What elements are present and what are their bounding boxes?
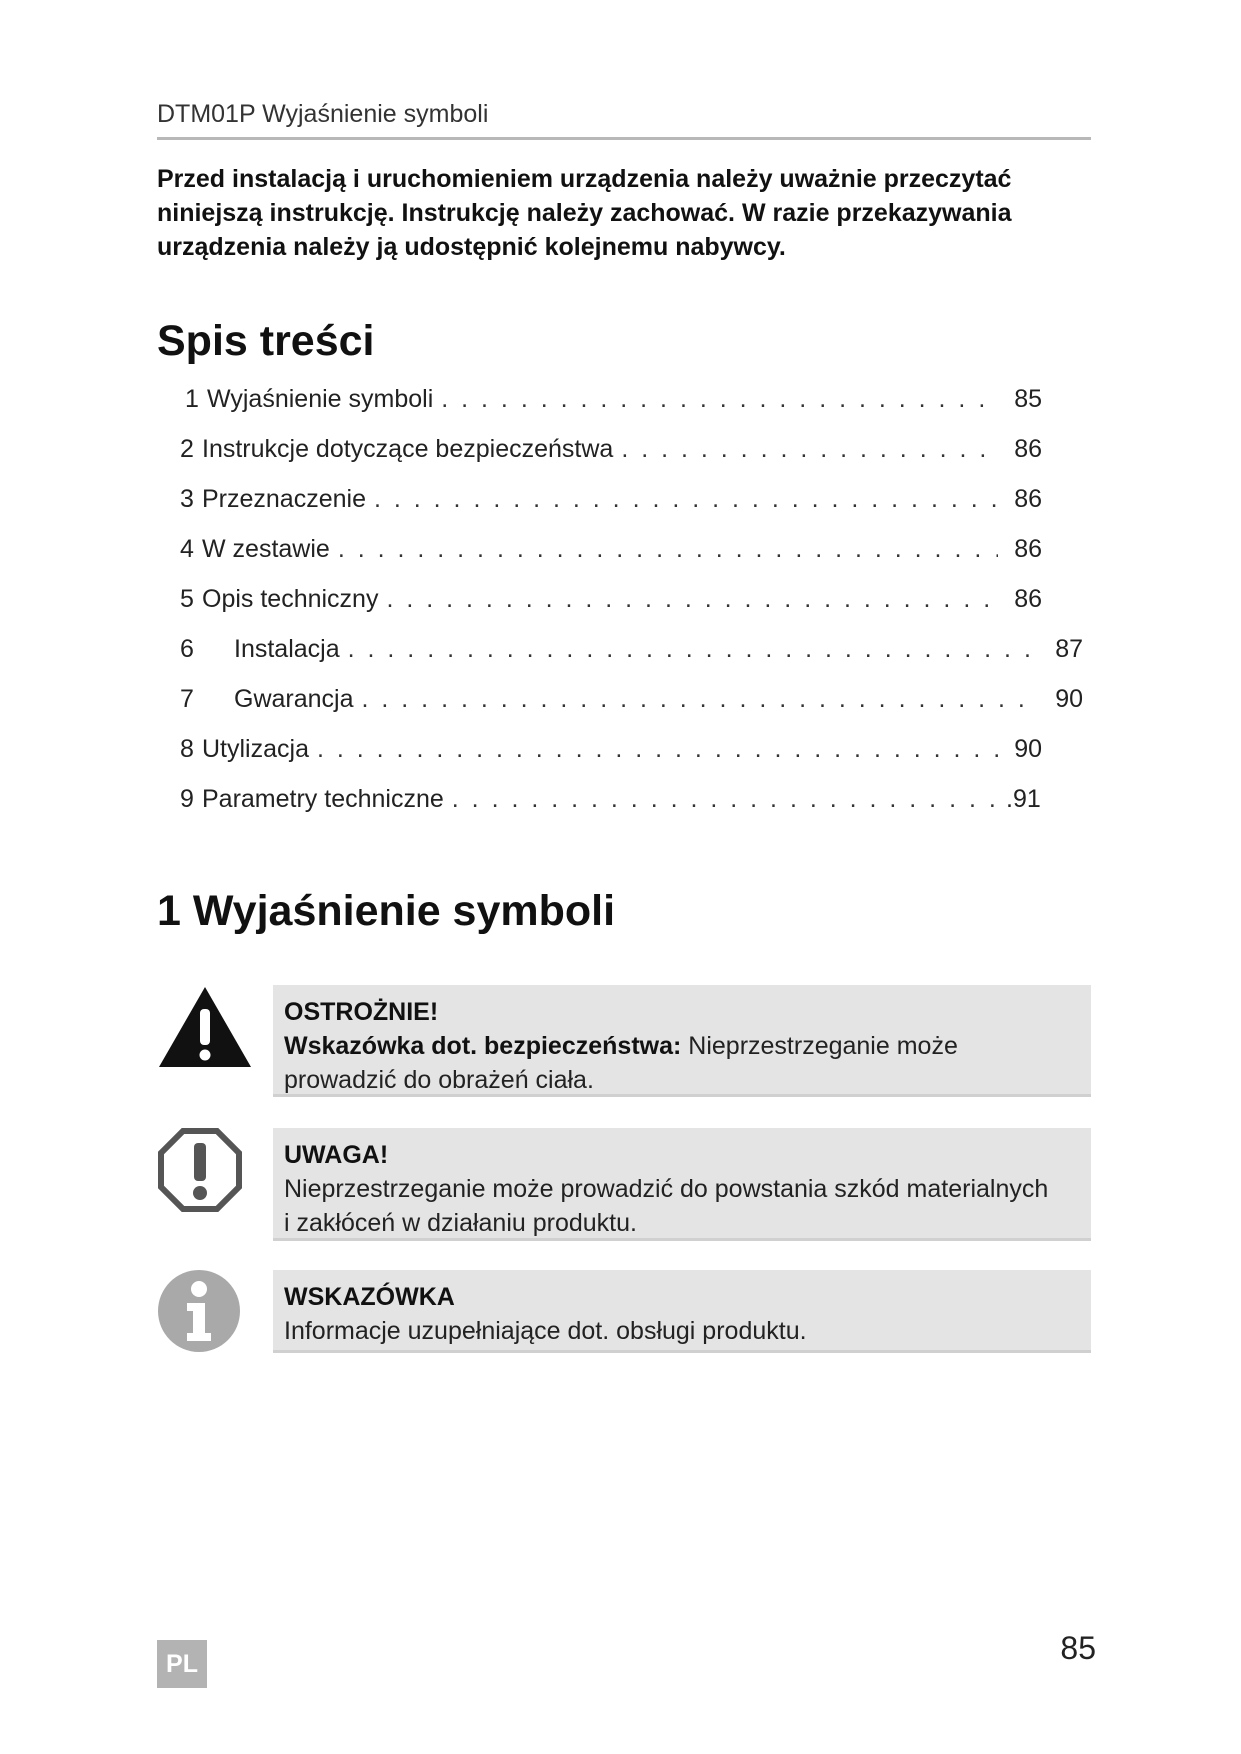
page-number: 85 <box>1060 1630 1096 1666</box>
toc-entry-number: 8 <box>180 735 194 763</box>
toc-leader-dots <box>317 735 998 764</box>
caution-title: OSTROŻNIE! <box>284 998 439 1026</box>
intro-line-2: niniejszą instrukcję. Instrukcję należy zachować. W razie przekazywania <box>157 199 1012 227</box>
toc-entry-number: 6 <box>180 635 194 663</box>
octagon-exclamation-icon <box>157 1127 243 1218</box>
toc-entry-label: Instrukcje dotyczące bezpieczeństwa <box>202 435 614 463</box>
toc-entry[interactable] <box>180 785 1042 819</box>
toc-entry-page: 90 <box>1055 685 1083 713</box>
toc-entry[interactable] <box>180 585 1042 619</box>
toc-entry-page: 86 <box>1014 435 1042 463</box>
toc-entry[interactable] <box>180 485 1042 519</box>
info-icon <box>157 1269 241 1358</box>
toc-entry[interactable] <box>180 685 1083 719</box>
caution-text: Nieprzestrzeganie może <box>681 1032 958 1060</box>
hint-box <box>273 1270 1091 1353</box>
toc-entry-label: Przeznaczenie <box>202 485 366 513</box>
toc-leader-dots <box>338 535 998 564</box>
toc-entry-label: Utylizacja <box>202 735 309 763</box>
toc-entry-number: 1 <box>185 385 199 413</box>
toc-leader-dots <box>348 635 1039 664</box>
toc-entry[interactable] <box>180 535 1042 569</box>
toc-leader-dots <box>386 585 998 614</box>
toc-entry-page: 86 <box>1014 485 1042 513</box>
toc-entry[interactable] <box>180 735 1042 769</box>
toc-entry-page: 86 <box>1014 585 1042 613</box>
warning-triangle-icon <box>157 985 253 1074</box>
section-title: 1 Wyjaśnienie symboli <box>157 887 616 935</box>
caution-lead: Wskazówka dot. bezpieczeństwa: <box>284 1032 682 1060</box>
toc-entry[interactable] <box>180 435 1042 469</box>
notice-title: UWAGA! <box>284 1141 389 1169</box>
toc-entry-number: 7 <box>180 685 194 713</box>
toc-entry-label: Parametry techniczne <box>202 785 444 813</box>
intro-paragraph <box>157 162 1091 264</box>
hint-text-line-1: Informacje uzupełniające dot. obsługi produktu. <box>284 1317 807 1345</box>
toc-leader-dots <box>452 785 1006 814</box>
toc-entry-page: .91 <box>1006 785 1041 813</box>
toc-entry-label: W zestawie <box>202 535 330 563</box>
language-badge: PL <box>157 1640 207 1688</box>
caution-text-line-2: prowadzić do obrażeń ciała. <box>284 1066 594 1094</box>
toc-entry-page: 86 <box>1014 535 1042 563</box>
toc-leader-dots <box>362 685 1040 714</box>
toc-leader-dots <box>441 385 998 414</box>
intro-line-3: urządzenia należy ją udostępnić kolejnemu nabywcy. <box>157 233 786 261</box>
notice-text-line-2: i zakłóceń w działaniu produktu. <box>284 1209 637 1237</box>
toc-entry-number: 2 <box>180 435 194 463</box>
toc-entry-number: 4 <box>180 535 194 563</box>
toc-entry-number: 5 <box>180 585 194 613</box>
toc-entry-label: Opis techniczny <box>202 585 379 613</box>
toc-leader-dots <box>374 485 998 514</box>
toc-entry-page: 85 <box>1014 385 1042 413</box>
toc-leader-dots <box>621 435 998 464</box>
toc-title: Spis treści <box>157 317 375 365</box>
toc-entry[interactable] <box>180 635 1083 669</box>
toc-entry[interactable] <box>180 385 1042 419</box>
toc-entry-page: 87 <box>1055 635 1083 663</box>
toc-entry-label: Wyjaśnienie symboli <box>207 385 434 413</box>
toc-entry-page: 90 <box>1014 735 1042 763</box>
notice-box <box>273 1128 1091 1241</box>
toc-entry-number: 3 <box>180 485 194 513</box>
intro-line-1: Przed instalacją i uruchomieniem urządzenia należy uważnie przeczytać <box>157 165 1012 193</box>
caution-box <box>273 985 1091 1097</box>
caution-text-line-1 <box>284 1029 1081 1063</box>
hint-title: WSKAZÓWKA <box>284 1283 455 1311</box>
toc-entry-number: 9 <box>180 785 194 813</box>
toc-entry-label: Instalacja <box>234 635 340 663</box>
toc-entry-label: Gwarancja <box>234 685 354 713</box>
running-header: DTM01P Wyjaśnienie symboli <box>157 100 1091 140</box>
notice-text-line-1: Nieprzestrzeganie może prowadzić do powstania szkód materialnych <box>284 1175 1049 1203</box>
